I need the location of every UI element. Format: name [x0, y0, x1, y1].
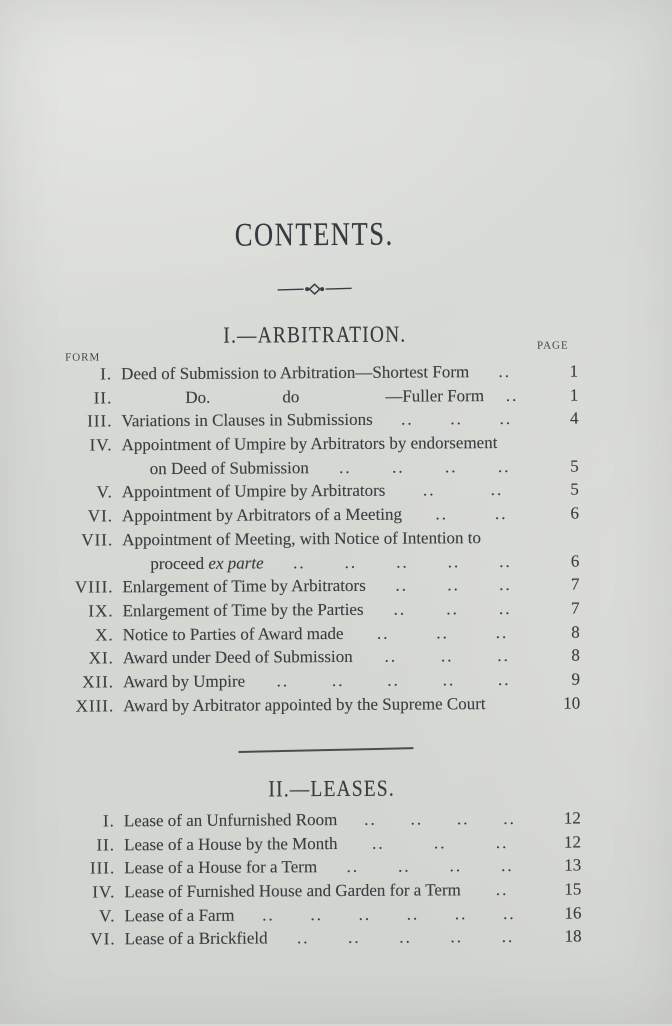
leader-dots: .. [372, 833, 385, 853]
leader-dots: .. [394, 599, 407, 619]
entry-title: Enlargement of Time by the Parties [123, 600, 364, 621]
leader-dots: .. [434, 833, 447, 853]
form-numeral: I. [54, 364, 121, 384]
leader-dots: .. [450, 857, 463, 877]
leader-dots: .. [495, 504, 508, 524]
page-number: 12 [545, 809, 581, 829]
entry-title: Lease of a House for a Term [124, 857, 317, 878]
leader-dots: .. [448, 552, 461, 572]
page-number: 18 [546, 927, 582, 947]
section-heading-leases: II.—LEASES. [66, 774, 597, 803]
page-number: 7 [544, 598, 580, 618]
form-numeral: XII. [56, 672, 123, 692]
toc-row [56, 622, 580, 649]
leader-dots: .. [435, 504, 448, 524]
page-number: 5 [543, 456, 579, 476]
dot-leaders [327, 856, 533, 877]
entry-title-italic: ex parte [208, 553, 263, 572]
entry-title: Appointment of Meeting, with Notice of Intention to [122, 528, 481, 550]
leader-dots: .. [498, 362, 511, 382]
entry-title: Lease of Furnished House and Garden for a Term [124, 880, 461, 902]
dot-leaders [319, 457, 531, 478]
leader-dots: .. [364, 810, 377, 830]
leader-dots: .. [398, 857, 411, 877]
arbitration-toc-list [54, 362, 580, 721]
entry-title: Appointment by Arbitrators of a Meeting [122, 505, 402, 527]
entry-title: Notice to Parties of Award made [123, 624, 344, 645]
leader-dots: .. [392, 457, 405, 477]
form-numeral: VI. [55, 506, 122, 526]
form-numeral: VIII. [55, 577, 122, 597]
leader-dots: .. [359, 905, 372, 925]
dot-leaders [374, 599, 532, 620]
form-numeral: IX. [56, 601, 123, 621]
toc-row [58, 927, 582, 954]
leader-dots: .. [293, 553, 306, 573]
leader-dots: .. [499, 575, 512, 595]
form-column-label: FORM [65, 351, 100, 363]
toc-row [55, 527, 579, 554]
page-number: 1 [542, 362, 578, 382]
entry-title: Award by Umpire [123, 671, 245, 692]
entry-title: Deed of Submission to Arbitration—Shortest Form [121, 362, 469, 384]
leader-dots: .. [506, 386, 519, 406]
page-number: 6 [543, 504, 579, 524]
form-numeral: I. [57, 811, 124, 831]
entry-title: Lease of an Unfurnished Room [124, 810, 338, 831]
form-numeral: IV. [55, 435, 122, 455]
leader-dots: .. [498, 457, 511, 477]
dot-leaders [494, 385, 530, 405]
form-numeral: X. [56, 625, 123, 645]
entry-title: Lease of a Brickfield [125, 929, 268, 950]
leader-dots: .. [339, 458, 352, 478]
leader-dots: .. [445, 457, 458, 477]
dot-leaders [383, 409, 531, 430]
form-numeral: XIII. [56, 696, 123, 716]
ditto-do-2: do [282, 387, 299, 407]
toc-row [57, 832, 581, 859]
toc-row [55, 480, 579, 507]
leader-dots: .. [498, 670, 511, 690]
page-number: 6 [543, 551, 579, 571]
form-numeral: IV. [57, 882, 124, 902]
toc-row [57, 856, 581, 883]
leader-dots: .. [496, 623, 509, 643]
leader-dots: .. [411, 809, 424, 829]
page-number: 16 [545, 903, 581, 923]
leader-dots: .. [407, 904, 420, 924]
leader-dots: .. [297, 929, 310, 949]
toc-row-continuation [55, 456, 579, 483]
page-column-label: PAGE [537, 340, 569, 352]
entry-title: —Fuller Form [385, 386, 484, 407]
leader-dots: .. [497, 646, 510, 666]
leader-dots: .. [395, 576, 408, 596]
diamond-rule-ornament-icon [0, 279, 631, 304]
dot-leaders [255, 670, 532, 692]
leader-dots: .. [499, 409, 512, 429]
leader-dots: .. [499, 551, 512, 571]
toc-row [54, 409, 578, 436]
leader-dots: .. [277, 671, 290, 691]
page-number: 10 [544, 693, 580, 713]
entry-title: Appointment of Umpire by Arbitrators by endorsement [122, 433, 498, 455]
leader-dots: .. [502, 927, 515, 947]
form-numeral: III. [54, 412, 121, 432]
leader-dots: .. [499, 599, 512, 619]
dot-leaders [395, 480, 531, 501]
form-numeral: V. [55, 483, 122, 503]
toc-row [56, 598, 580, 625]
leader-dots: .. [450, 928, 463, 948]
form-numeral: VII. [55, 530, 122, 550]
leader-dots: .. [262, 905, 275, 925]
entry-title: Appointment of Umpire by Arbitrators [122, 481, 386, 503]
form-numeral: II. [57, 835, 124, 855]
page-number: 8 [544, 646, 580, 666]
form-numeral: XI. [56, 649, 123, 669]
leader-dots: .. [496, 833, 509, 853]
toc-row [55, 575, 579, 602]
dot-leaders [347, 809, 533, 830]
leader-dots: .. [446, 599, 459, 619]
leases-toc-list [57, 809, 582, 954]
leader-dots: .. [401, 410, 414, 430]
dot-leaders [363, 646, 532, 667]
toc-row [57, 903, 581, 930]
dot-leaders [347, 832, 533, 853]
toc-row [56, 669, 580, 696]
page-number: 12 [545, 832, 581, 852]
page-title: CONTENTS. [61, 216, 567, 256]
toc-row [56, 646, 580, 673]
entry-title: Lease of a House by the Month [124, 834, 338, 855]
leader-dots: .. [332, 671, 345, 691]
page-number: 13 [545, 856, 581, 876]
toc-row-continuation [55, 551, 579, 578]
leader-dots: .. [503, 904, 516, 924]
leader-dots: .. [385, 647, 398, 667]
leader-dots: .. [503, 809, 516, 829]
dot-leaders [353, 622, 531, 643]
dot-leaders [412, 504, 531, 525]
entry-title-continuation: on Deed of Submission [122, 458, 309, 479]
leader-dots: .. [436, 623, 449, 643]
entry-title: Variations in Clauses in Submissions [121, 410, 372, 432]
entry-title-continuation: proceed ex parte [122, 553, 263, 574]
page-number: 7 [543, 575, 579, 595]
page-number: 15 [545, 880, 581, 900]
dot-leaders [278, 927, 534, 949]
leader-dots: .. [347, 857, 360, 877]
leader-dots: .. [457, 809, 470, 829]
leader-dots: .. [443, 670, 456, 690]
entry-title: Enlargement of Time by Arbitrators [122, 576, 365, 597]
page-number: 9 [544, 669, 580, 689]
leader-dots: .. [450, 410, 463, 430]
leader-dots: .. [310, 905, 323, 925]
dot-leaders [479, 362, 530, 382]
leader-dots: .. [441, 647, 454, 667]
leader-dots: .. [501, 856, 514, 876]
entry-title: Award by Arbitrator appointed by the Supreme Court [123, 694, 486, 716]
form-numeral: V. [57, 906, 124, 926]
leader-dots: .. [377, 623, 390, 643]
leader-dots: .. [396, 552, 409, 572]
toc-row [55, 433, 579, 460]
toc-row [55, 504, 579, 531]
entry-title: Award under Deed of Submission [123, 647, 353, 668]
entry-title: Lease of a Farm [124, 905, 234, 926]
section-heading-arbitration: I.—ARBITRATION. [49, 321, 580, 350]
dot-leaders [244, 904, 533, 926]
leader-dots: .. [423, 481, 436, 501]
toc-row [54, 385, 578, 412]
leader-dots: .. [399, 928, 412, 948]
form-numeral: II. [54, 388, 121, 408]
form-numeral: III. [57, 859, 124, 879]
toc-row [54, 362, 578, 389]
section-divider-rule [238, 747, 413, 752]
leader-dots: .. [447, 575, 460, 595]
page-number: 1 [542, 385, 578, 405]
leader-dots: .. [387, 671, 400, 691]
leader-dots: .. [455, 904, 468, 924]
toc-row [57, 880, 581, 907]
dot-leaders [274, 551, 532, 573]
page-number: 8 [544, 622, 580, 642]
toc-row [57, 809, 581, 836]
toc-row [56, 693, 580, 720]
leader-dots: .. [496, 880, 509, 900]
dot-leaders [376, 575, 532, 596]
leader-dots: .. [345, 552, 358, 572]
page-number: 5 [543, 480, 579, 500]
form-numeral: VI. [58, 930, 125, 950]
page-number: 4 [542, 409, 578, 429]
leader-dots: .. [491, 480, 504, 500]
dot-leaders [471, 880, 534, 900]
ditto-do: Do. [185, 387, 210, 407]
leader-dots: .. [348, 928, 361, 948]
